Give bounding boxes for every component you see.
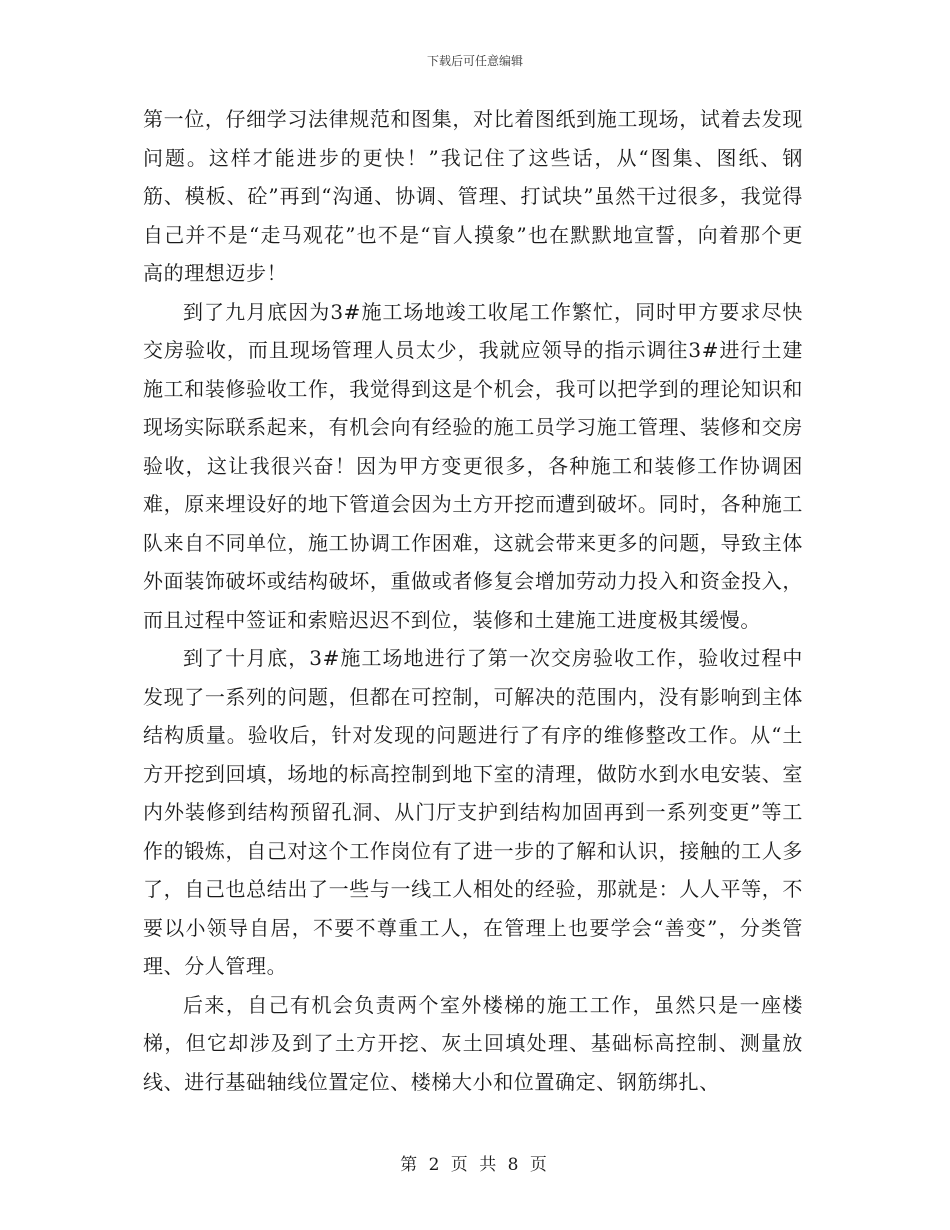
paragraph: 后来，自己有机会负责两个室外楼梯的施工工作，虽然只是一座楼梯，但它却涉及到了土方开挖、灰土回填处理、基础标高控制、测量放线、进行基础轴线位置定位、楼梯大小和位置确定、钢筋绑扎、 <box>143 992 803 1094</box>
page-number-footer: 第 2 页 共 8 页 <box>400 1155 550 1175</box>
document-body <box>143 100 803 1101</box>
paragraph: 到了九月底因为3#施工场地竣工收尾工作繁忙，同时甲方要求尽快交房验收，而且现场管理人员太少，我就应领导的指示调往3#进行土建施工和装修验收工作，我觉得到这是个机会，我可以把学到的理论知识和现场实际联系起来，有机会向有经验的施工员学习施工管理、装修和交房验收，这让我很兴奋！因为甲方变更很多，各种施工和装修工作协调困难，原来埋设好的地下管道会因为土方开挖而遭到破坏。同时，各种施工队来自不同单位，施工协调工作困难，这就会带来更多的问题，导致主体外面装饰破坏或结构破坏，重做或者修复会增加劳动力投入和资金投入，而且过程中签证和索赔迟迟不到位，装修和土建施工进度极其缓慢。 <box>143 299 803 632</box>
paragraph-continuation: 第一位，仔细学习法律规范和图集，对比着图纸到施工现场，试着去发现问题。这样才能进步的更快！”我记住了这些话，从“图集、图纸、钢筋、模板、砼”再到“沟通、协调、管理、打试块”虽然干过很多，我觉得自己并不是“走马观花”也不是“盲人摸象”也在默默地宣誓，向着那个更高的理想迈步！ <box>143 107 803 285</box>
paragraph: 到了十月底，3#施工场地进行了第一次交房验收工作，验收过程中发现了一系列的问题，但都在可控制，可解决的范围内，没有影响到主体结构质量。验收后，针对发现的问题进行了有序的维修整改工作。从“土方开挖到回填，场地的标高控制到地下室的清理，做防水到水电安装、室内外装修到结构预留孔洞、从门厅支护到结构加固再到一系列变更”等工作的锻炼，自己对这个工作岗位有了进一步的了解和认识，接触的工人多了，自己也总结出了一些与一线工人相处的经验，那就是：人人平等，不要以小领导自居，不要不尊重工人，在管理上也要学会“善变”，分类管理、分人管理。 <box>143 646 803 978</box>
page-header: 下载后可任意编辑 <box>426 54 523 68</box>
